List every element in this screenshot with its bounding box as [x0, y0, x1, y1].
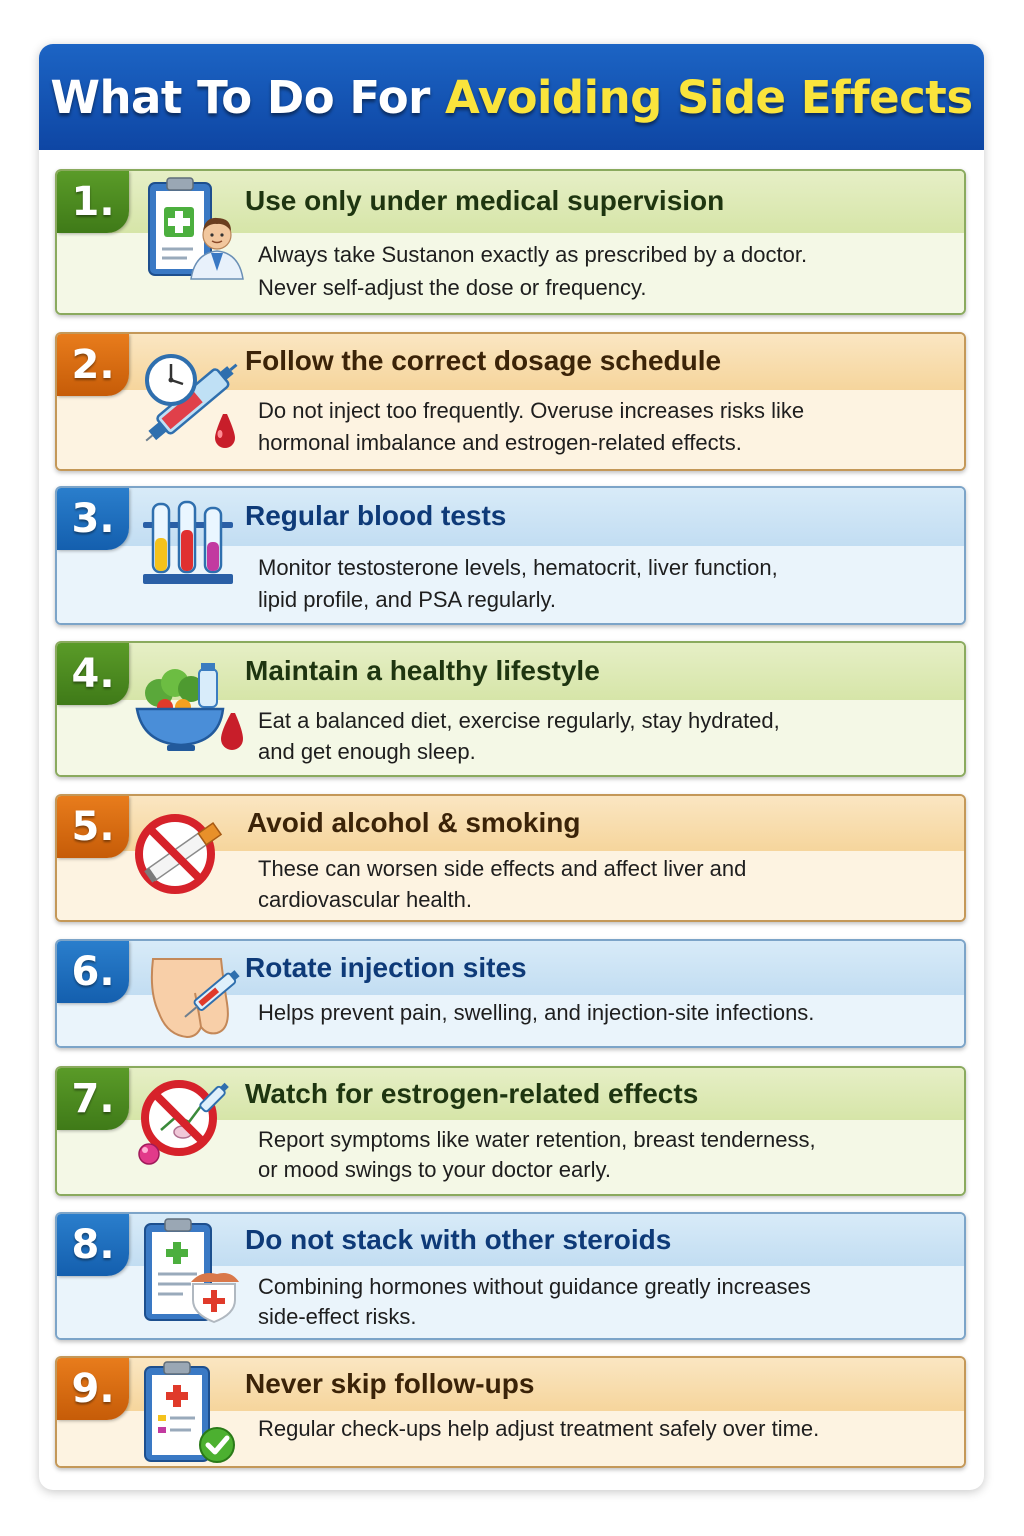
title-part-white: What To Do For — [50, 70, 446, 124]
tip-title: Regular blood tests — [245, 500, 507, 531]
clipboard-shield-icon — [131, 1216, 251, 1326]
tip-description-line: Helps prevent pain, swelling, and injection-site infections. — [258, 1000, 815, 1025]
tip-description-line: and get enough sleep. — [258, 739, 476, 764]
title-part-yellow: Avoiding Side Effects — [445, 70, 973, 124]
tip-description-line: These can worsen side effects and affect liver and — [258, 856, 747, 881]
tip-card-6 — [55, 939, 966, 1048]
tip-description-line: Combining hormones without guidance greatly increases — [258, 1274, 811, 1299]
tip-title: Rotate injection sites — [245, 952, 527, 983]
salad-bowl-icon — [131, 651, 251, 761]
tip-description-line: side-effect risks. — [258, 1304, 417, 1329]
test-tubes-icon — [131, 494, 251, 604]
step-number-badge: 6. — [57, 941, 129, 1003]
tip-description-line: Eat a balanced diet, exercise regularly, stay hydrated, — [258, 708, 780, 733]
tip-title: Watch for estrogen-related effects — [245, 1078, 699, 1109]
tip-title: Avoid alcohol & smoking — [247, 807, 581, 838]
step-number-badge: 4. — [57, 643, 129, 705]
tip-card-4 — [55, 641, 966, 777]
tip-card-2 — [55, 332, 966, 471]
tip-description-line: or mood swings to your doctor early. — [258, 1157, 611, 1182]
tip-card-9 — [55, 1356, 966, 1468]
header-banner — [39, 44, 984, 150]
tip-title: Maintain a healthy lifestyle — [245, 655, 600, 686]
tip-card-8 — [55, 1212, 966, 1340]
tip-card-1 — [55, 169, 966, 315]
tip-description-line: lipid profile, and PSA regularly. — [258, 587, 556, 612]
step-number-badge: 1. — [57, 171, 129, 233]
tip-description-line: Always take Sustanon exactly as prescribed by a doctor. — [258, 242, 808, 267]
tip-title: Use only under medical supervision — [245, 185, 725, 216]
tip-description-line: Regular check-ups help adjust treatment safely over time. — [258, 1416, 820, 1441]
tip-card-3 — [55, 486, 966, 625]
clipboard-doctor-icon — [131, 175, 251, 285]
tip-card-5 — [55, 794, 966, 922]
page-title — [50, 71, 972, 124]
step-number-badge: 9. — [57, 1358, 129, 1420]
step-number-badge: 7. — [57, 1068, 129, 1130]
step-number-badge: 5. — [57, 796, 129, 858]
step-number-badge: 3. — [57, 488, 129, 550]
no-estrogen-icon — [131, 1070, 251, 1180]
injection-site-icon — [131, 943, 251, 1048]
clipboard-check-icon — [131, 1359, 251, 1468]
tip-description-line: hormonal imbalance and estrogen-related effects. — [258, 430, 742, 455]
tip-description-line: Never self-adjust the dose or frequency. — [258, 275, 647, 300]
no-smoking-icon — [131, 802, 251, 912]
tip-description-line: cardiovascular health. — [258, 887, 473, 912]
tip-title: Never skip follow-ups — [245, 1368, 535, 1399]
tip-card-7 — [55, 1066, 966, 1196]
clock-syringe-icon — [131, 342, 251, 452]
step-number-badge: 8. — [57, 1214, 129, 1276]
tip-title: Follow the correct dosage schedule — [245, 345, 722, 376]
tip-description-line: Monitor testosterone levels, hematocrit, liver function, — [258, 555, 778, 580]
step-number-badge: 2. — [57, 334, 129, 396]
tip-description-line: Do not inject too frequently. Overuse increases risks like — [258, 398, 805, 423]
tip-description-line: Report symptoms like water retention, breast tenderness, — [258, 1127, 816, 1152]
tip-title: Do not stack with other steroids — [245, 1224, 672, 1255]
